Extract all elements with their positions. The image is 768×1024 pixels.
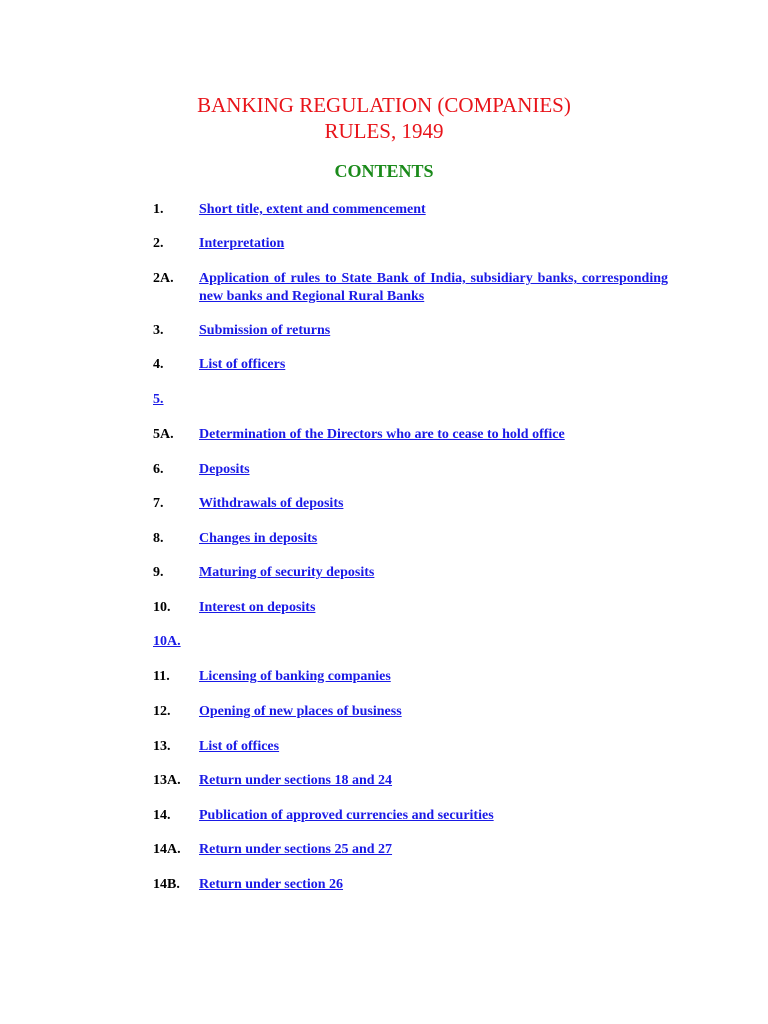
toc-link[interactable]: Submission of returns (199, 323, 331, 338)
toc-link[interactable]: Publication of approved currencies and securities (199, 808, 494, 823)
toc-link[interactable]: Interest on deposits (199, 600, 316, 615)
toc-number: 7. (153, 496, 164, 511)
toc-number: 1. (153, 202, 164, 217)
toc-link[interactable]: Return under sections 25 and 27 (199, 842, 393, 857)
toc-link[interactable]: List of officers (199, 357, 286, 372)
toc-number: 13A. (153, 773, 181, 788)
toc-number: 8. (153, 531, 164, 546)
toc-link[interactable]: Maturing of security deposits (199, 565, 375, 580)
toc-link[interactable]: Opening of new places of business (199, 704, 402, 719)
toc-link[interactable]: List of offices (199, 739, 280, 754)
toc-link[interactable]: Return under sections 18 and 24 (199, 773, 393, 788)
contents-heading: CONTENTS (334, 161, 434, 181)
toc-link[interactable]: Withdrawals of deposits (199, 496, 344, 511)
toc-link[interactable]: Application of rules to State Bank of India, subsidiary banks, corresponding new banks and Regional Rural Banks (199, 271, 668, 304)
toc-link[interactable]: Determination of the Directors who are to cease to hold office (199, 427, 565, 442)
toc-link[interactable]: Changes in deposits (199, 531, 318, 546)
toc-number: 14B. (153, 877, 180, 892)
toc-number-link[interactable]: 10A. (153, 634, 181, 649)
toc-number-link[interactable]: 5. (153, 392, 164, 407)
document-title-line-1: BANKING REGULATION (COMPANIES) (197, 93, 571, 117)
toc-link[interactable]: Deposits (199, 462, 250, 477)
toc-number: 2. (153, 236, 164, 251)
toc-number: 3. (153, 323, 164, 338)
toc-number: 5A. (153, 427, 174, 442)
toc-link[interactable]: Short title, extent and commencement (199, 202, 426, 217)
toc-number: 6. (153, 462, 164, 477)
document-title-line-2: RULES, 1949 (324, 119, 444, 143)
toc-link[interactable]: Licensing of banking companies (199, 669, 391, 684)
toc-number: 14A. (153, 842, 181, 857)
toc-link[interactable]: Interpretation (199, 236, 285, 251)
toc-number: 13. (153, 739, 171, 754)
toc-number: 9. (153, 565, 164, 580)
toc-number: 10. (153, 600, 171, 615)
toc-link[interactable]: Return under section 26 (199, 877, 344, 892)
toc-number: 4. (153, 357, 164, 372)
toc-number: 2A. (153, 271, 174, 286)
toc-number: 14. (153, 808, 171, 823)
toc-number: 12. (153, 704, 171, 719)
toc-number: 11. (153, 669, 170, 684)
